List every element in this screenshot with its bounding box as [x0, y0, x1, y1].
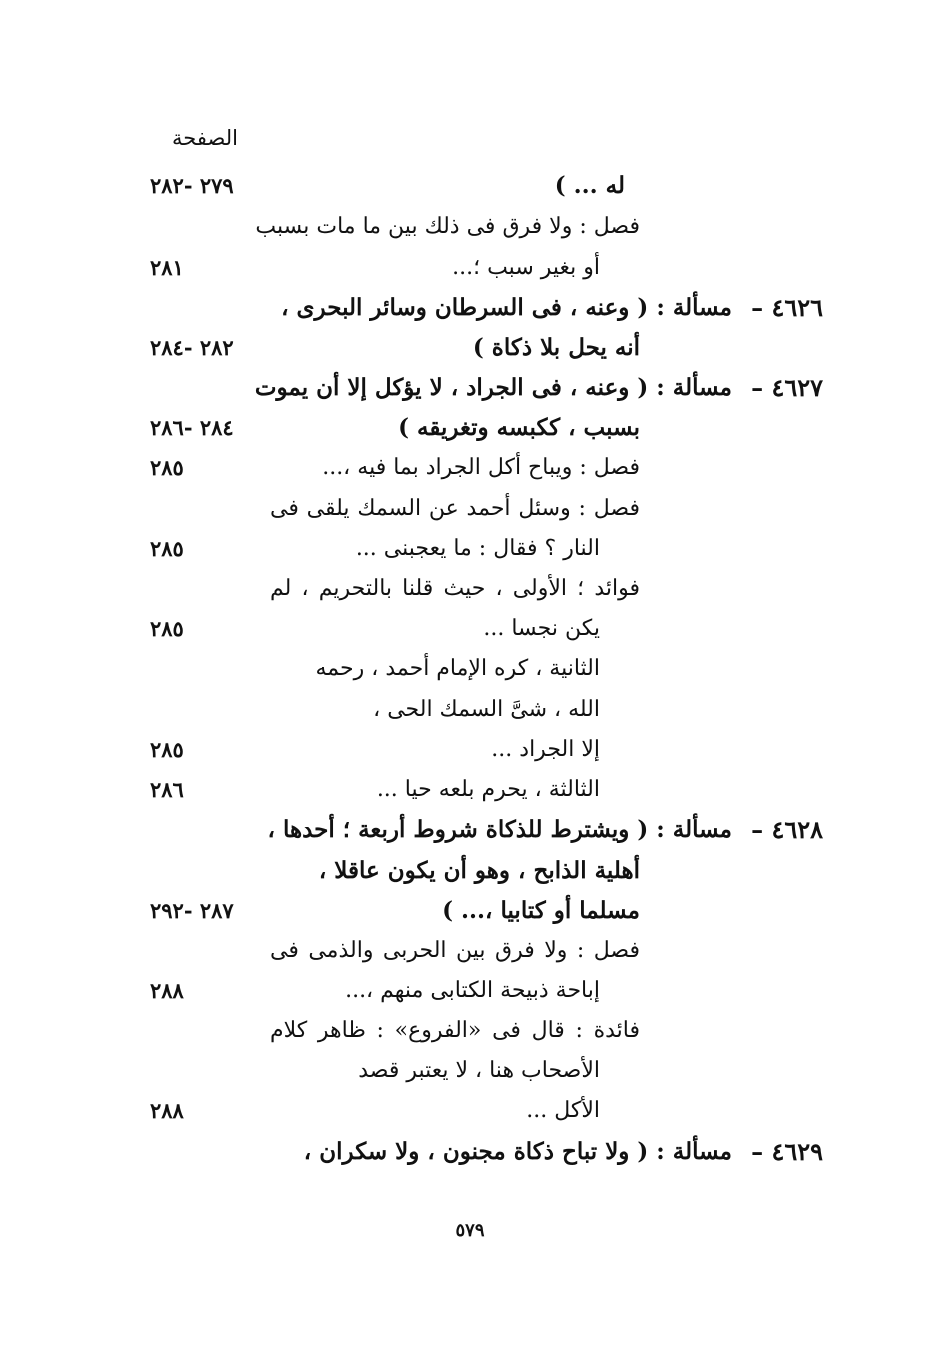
- index-line: [0, 1051, 943, 1091]
- index-line: [0, 368, 943, 408]
- index-line: [0, 529, 943, 569]
- page-range: ٢٨٤ -٢٨٦: [150, 415, 234, 440]
- page-range: ٢٨٨: [150, 1098, 184, 1123]
- index-line: [0, 971, 943, 1011]
- index-line: [0, 690, 943, 730]
- entry-text: مسألة : ( ولا تباح ذكاة مجنون ، ولا سكران ،: [303, 1138, 732, 1165]
- index-line: [0, 1091, 943, 1131]
- page-range: ٢٨٧ -٢٩٢: [150, 898, 234, 923]
- index-line: [0, 1011, 943, 1051]
- entry-text: فصل : ويباح أكل الجراد بما فيه ،...: [322, 455, 640, 480]
- entry-text: مسألة : ( وعنه ، فى السرطان وسائر البحرى ،: [281, 294, 732, 321]
- entry-text: إلا الجراد ...: [491, 737, 600, 762]
- entry-text: أنه يحل بلا ذكاة ): [472, 334, 640, 361]
- page-range: ٢٨٥: [150, 455, 184, 480]
- page-number: ٥٧٩: [455, 1220, 485, 1241]
- entry-text: مسألة : ( وعنه ، فى الجراد ، لا يؤكل إلا أن يموت: [254, 374, 732, 401]
- page-range: ٢٨٢ -٢٨٤: [150, 335, 234, 360]
- entry-text: له ... ): [554, 172, 625, 199]
- page-range: ٢٧٩ -٢٨٢: [150, 173, 234, 198]
- index-line: [0, 448, 943, 488]
- page-range: ٢٨٦: [150, 777, 184, 802]
- index-line: [0, 810, 943, 850]
- entry-text: الثالثة ، يحرم بلعه حيا ...: [376, 777, 600, 802]
- page-range: ٢٨٥: [150, 616, 184, 641]
- entry-text: مسألة : ( ويشترط للذكاة شروط أربعة ؛ أحدها ،: [267, 816, 732, 843]
- index-line: [0, 489, 943, 529]
- index-line: [0, 609, 943, 649]
- page-column-header: الصفحة: [172, 126, 238, 150]
- index-line: [0, 288, 943, 328]
- entry-text: أو بغير سبب ؛...: [452, 255, 600, 280]
- entry-text: الأكل ...: [526, 1098, 600, 1123]
- entry-number: ٤٦٢٨ –: [751, 815, 823, 844]
- index-line: [0, 207, 943, 247]
- index-line: [0, 730, 943, 770]
- entry-number: ٤٦٢٧ –: [751, 373, 823, 402]
- index-line: [0, 851, 943, 891]
- entry-text: يكن نجسا ...: [483, 616, 600, 641]
- entry-text: مسلما أو كتابيا ،... ): [442, 897, 640, 924]
- entry-number: ٤٦٢٩ –: [751, 1137, 823, 1166]
- entry-text: فائدة : قال فى «الفروع» : ظاهر كلام: [270, 1018, 640, 1043]
- page-range: ٢٨٥: [150, 536, 184, 561]
- page-range: ٢٨١: [150, 255, 184, 280]
- page-range: ٢٨٥: [150, 737, 184, 762]
- index-line: [0, 931, 943, 971]
- entry-text: أهلية الذابح ، وهو أن يكون عاقلا ،: [318, 857, 640, 884]
- index-line: [0, 166, 943, 206]
- entry-text: بسبب ، ككبسه وتغريقه ): [398, 414, 640, 441]
- index-line: [0, 408, 943, 448]
- index-line: [0, 891, 943, 931]
- index-line: [0, 328, 943, 368]
- entry-text: إباحة ذبيحة الكتابى منهم ،...: [345, 978, 600, 1003]
- index-line: [0, 1132, 943, 1172]
- entry-text: الأصحاب هنا ، لا يعتبر قصد: [358, 1058, 600, 1083]
- index-line: [0, 770, 943, 810]
- entry-text: الله ، شىَّ السمك الحى ،: [373, 697, 600, 722]
- entry-text: فصل : ولا فرق بين الحربى والذمى فى: [270, 938, 640, 963]
- entry-text: فوائد ؛ الأولى ، حيث قلنا بالتحريم ، لم: [270, 576, 640, 601]
- index-line: [0, 569, 943, 609]
- page-range: ٢٨٨: [150, 978, 184, 1003]
- entry-text: فصل : ولا فرق فى ذلك بين ما مات بسبب: [255, 214, 640, 239]
- index-line: [0, 248, 943, 288]
- entry-number: ٤٦٢٦ –: [751, 293, 823, 322]
- entry-text: فصل : وسئل أحمد عن السمك يلقى فى: [270, 496, 640, 521]
- entry-text: النار ؟ فقال : ما يعجبنى ...: [355, 536, 600, 561]
- index-line: [0, 649, 943, 689]
- entry-text: الثانية ، كره الإمام أحمد ، رحمه: [315, 656, 600, 681]
